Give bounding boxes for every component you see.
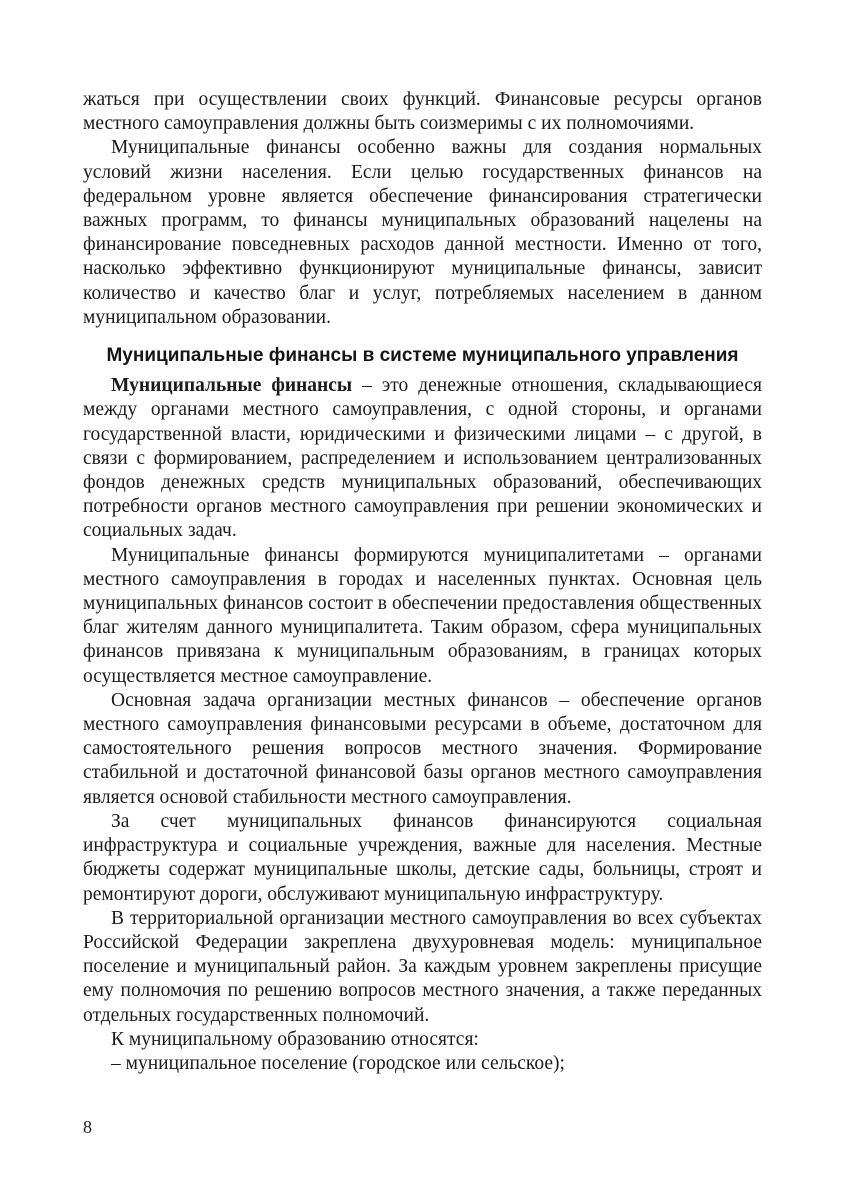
list-item: – муниципальное поселение (городское или сельское); [111,1052,565,1074]
paragraph-list-intro: К муниципальному образованию относятся: [111,1028,479,1050]
paragraph: Основная задача организации местных финансов – обеспечение органов местного самоуправления финансовыми ресурсами в объеме, достаточном для самостоятельного решения вопросов местного значения. Формирование стабильной и достаточной финансовой базы органов местного самоуправления является основой стабильности местного самоуправления. [83,689,762,808]
definition-paragraph [83,374,762,543]
definition-term: Муниципальные финансы [111,375,353,397]
paragraph-intro: Муниципальные финансы особенно важны для создания нормальных условий жизни населения. Если целью государственных финансов на федеральном уровне является обеспечение финансирования стратегически важных программ, то финансы муниципальных образований нацелены на финансирование повседневных расходов данной местности. Именно от того, насколько эффективно функционируют муниципальные финансы, зависит количество и качество благ и услуг, потребляемых населением в данном муниципальном образовании. [83,137,762,328]
section-heading: Муниципальные финансы в системе муниципального управления [106,345,739,367]
paragraph: В территориальной организации местного самоуправления во всех субъектах Российской Федерации закреплена двухуровневая модель: муниципальное поселение и муниципальный район. За каждым уровнем закреплены присущие ему полномочия по решению вопросов местного значения, а также переданных отдельных государственных полномочий. [83,907,762,1026]
paragraph-continuation: жаться при осуществлении своих функций. Финансовые ресурсы органов местного самоуправления должны быть соизмеримы с их полномочиями. [83,89,762,135]
paragraph: За счет муниципальных финансов финансируются социальная инфраструктура и социальные учреждения, важные для населения. Местные бюджеты содержат муниципальные школы, детские сады, больницы, строят и ремонтируют дороги, обслуживают муниципальную инфраструктуру. [83,810,762,905]
page-content [83,88,762,1076]
definition-text: – это денежные отношения, складывающиеся между органами местного самоуправления, с одной стороны, и органами государственной власти, юридическими и физическими лицами – с другой, в связи с формированием, распределением и использованием централизованных фондов денежных средств муниципальных образований, обеспечивающих потребности органов местного самоуправления при решении экономических и социальных задач. [83,375,762,542]
paragraph: Муниципальные финансы формируются муниципалитетами – органами местного самоуправления в городах и населенных пунктах. Основная цель муниципальных финансов состоит в обеспечении предоставления общественных благ жителям данного муниципалитета. Таким образом, сфера муниципальных финансов привязана к муниципальным образованиям, в границах которых осуществляется местное самоуправление. [83,544,762,687]
page-number: 8 [83,1117,92,1137]
